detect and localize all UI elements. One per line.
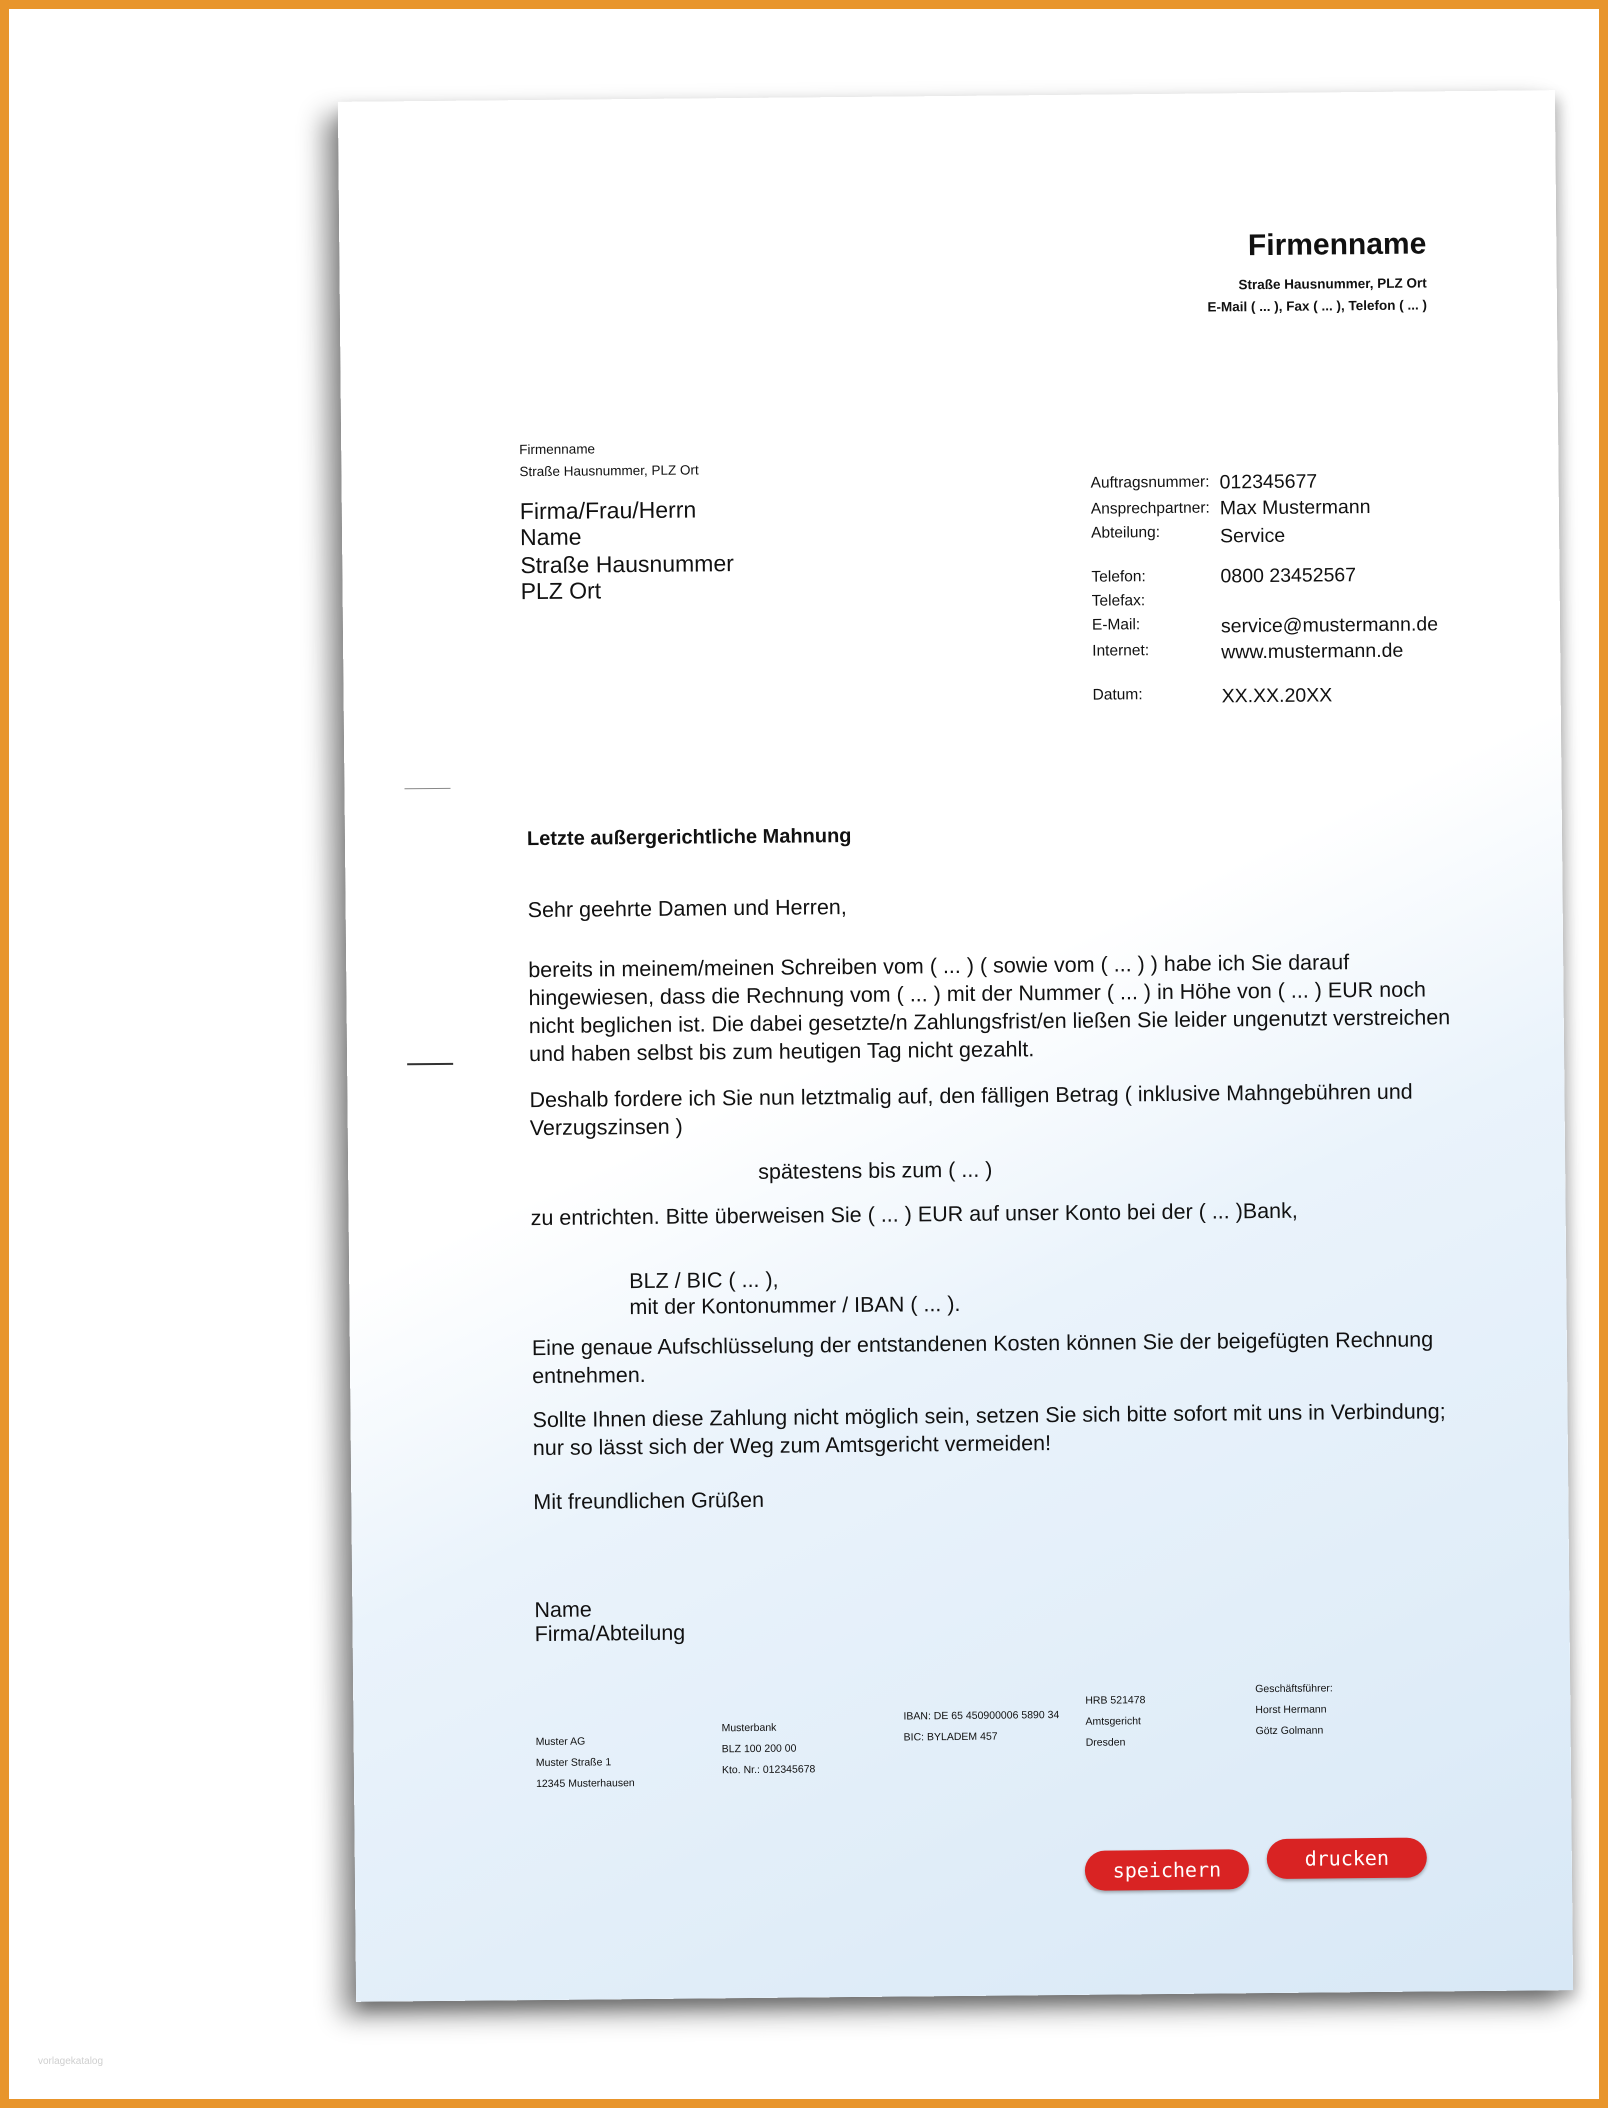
footer-management bbox=[1255, 1678, 1333, 1742]
recipient-line-3: Straße Hausnummer bbox=[520, 550, 734, 579]
signature-department: Firma/Abteilung bbox=[534, 1620, 686, 1647]
footer-manager-1: Horst Hermann bbox=[1255, 1703, 1327, 1717]
footer-bic-value: BIC: BYLADEM 457 bbox=[903, 1730, 998, 1744]
footer-iban-value: IBAN: DE 65 450900006 5890 34 bbox=[903, 1709, 1060, 1723]
payment-deadline: spätestens bis zum ( ... ) bbox=[758, 1157, 993, 1184]
bank-bic: BLZ / BIC ( ... ), bbox=[629, 1267, 779, 1294]
info-value-contact: Max Mustermann bbox=[1219, 495, 1371, 520]
info-label-department: Abteilung: bbox=[1091, 524, 1161, 542]
info-label-contact: Ansprechpartner: bbox=[1090, 499, 1210, 518]
paragraph-reminder: bereits in meinem/meinen Schreiben vom ( ... ) ( sowie vom ( ... ) ) habe ich Sie darauf hingewiesen, dass die Rechnung vom ( ... ) mit der Nummer ( ... ) in Höhe von ( ... ) EUR noch nicht beglichen ist. Die dabei gesetzte/n Zahlungsfrist/en ließen Sie leider ungenutzt verstreichen und haben selbst bis zum heutigen Tag nicht gezahlt. bbox=[528, 950, 1451, 1067]
info-label-email: E-Mail: bbox=[1091, 616, 1141, 634]
footer-manager-2: Götz Golmann bbox=[1255, 1724, 1324, 1738]
letterhead-contact: E-Mail ( ... ), Fax ( ... ), Telefon ( ... ) bbox=[1207, 297, 1427, 315]
info-value-phone: 0800 23452567 bbox=[1220, 564, 1357, 588]
info-label-phone: Telefon: bbox=[1091, 568, 1146, 586]
paragraph-contact: Sollte Ihnen diese Zahlung nicht möglich sein, setzen Sie sich bitte sofort mit uns in Verbindung; nur so lässt sich der Weg zum Amtsgericht vermeiden! bbox=[532, 1399, 1446, 1461]
bank-iban: mit der Kontonummer / IBAN ( ... ). bbox=[629, 1291, 961, 1320]
footer-register bbox=[1085, 1690, 1146, 1754]
footer-company bbox=[536, 1731, 635, 1795]
paragraph-demand: Deshalb fordere ich Sie nun letztmalig auf, den fälligen Betrag ( inklusive Mahngebühren und Verzugszinsen ) bbox=[529, 1079, 1413, 1141]
paragraph-transfer: zu entrichten. Bitte überweisen Sie ( ... ) EUR auf unser Konto bei der ( ... )Bank, bbox=[530, 1198, 1298, 1231]
footer-iban bbox=[903, 1705, 1059, 1748]
sender-company: Firmenname bbox=[519, 441, 596, 458]
footer-bank-name: Musterbank bbox=[721, 1721, 777, 1735]
footer-bank-code: BLZ 100 200 00 bbox=[721, 1742, 797, 1756]
footer-bank bbox=[721, 1717, 815, 1781]
info-value-date: XX.XX.20XX bbox=[1221, 684, 1333, 708]
print-button[interactable]: drucken bbox=[1267, 1838, 1427, 1880]
letter-subject: Letzte außergerichtliche Mahnung bbox=[526, 824, 852, 851]
sender-address: Straße Hausnummer, PLZ Ort bbox=[519, 462, 699, 480]
fold-mark-middle bbox=[407, 1063, 453, 1065]
paragraph-costs: Eine genaue Aufschlüsselung der entstandenen Kosten können Sie der beigefügten Rechnung entnehmen. bbox=[531, 1327, 1434, 1389]
watermark: vorlagekatalog bbox=[38, 2056, 104, 2067]
signature-name: Name bbox=[534, 1597, 592, 1623]
info-value-internet: www.mustermann.de bbox=[1221, 639, 1404, 664]
recipient-line-2: Name bbox=[519, 523, 582, 551]
letterhead-company: Firmenname bbox=[1247, 227, 1427, 263]
letter-page bbox=[338, 90, 1573, 2002]
footer-company-street: Muster Straße 1 bbox=[535, 1756, 612, 1770]
info-label-date: Datum: bbox=[1092, 686, 1143, 704]
recipient-line-4: PLZ Ort bbox=[520, 577, 602, 605]
info-label-order: Auftragsnummer: bbox=[1090, 473, 1210, 492]
footer-court: Amtsgericht bbox=[1085, 1715, 1141, 1728]
info-value-email: service@mustermann.de bbox=[1220, 613, 1439, 638]
footer-management-label: Geschäftsführer: bbox=[1255, 1682, 1333, 1696]
salutation: Sehr geehrte Damen und Herren, bbox=[527, 895, 847, 923]
footer-court-city: Dresden bbox=[1085, 1736, 1126, 1749]
info-value-order: 012345677 bbox=[1219, 470, 1318, 494]
footer-company-city: 12345 Musterhausen bbox=[536, 1777, 635, 1791]
letterhead-address: Straße Hausnummer, PLZ Ort bbox=[1238, 275, 1427, 293]
closing: Mit freundlichen Grüßen bbox=[533, 1487, 765, 1515]
footer-account-number: Kto. Nr.: 012345678 bbox=[721, 1763, 816, 1777]
fold-mark-upper bbox=[405, 788, 451, 789]
footer-company-name: Muster AG bbox=[535, 1735, 586, 1749]
info-label-internet: Internet: bbox=[1092, 642, 1150, 660]
recipient-line-1: Firma/Frau/Herrn bbox=[519, 496, 697, 525]
footer-hrb: HRB 521478 bbox=[1085, 1694, 1146, 1707]
save-button[interactable]: speichern bbox=[1085, 1849, 1249, 1891]
info-value-department: Service bbox=[1220, 524, 1286, 548]
info-label-fax: Telefax: bbox=[1091, 592, 1146, 610]
